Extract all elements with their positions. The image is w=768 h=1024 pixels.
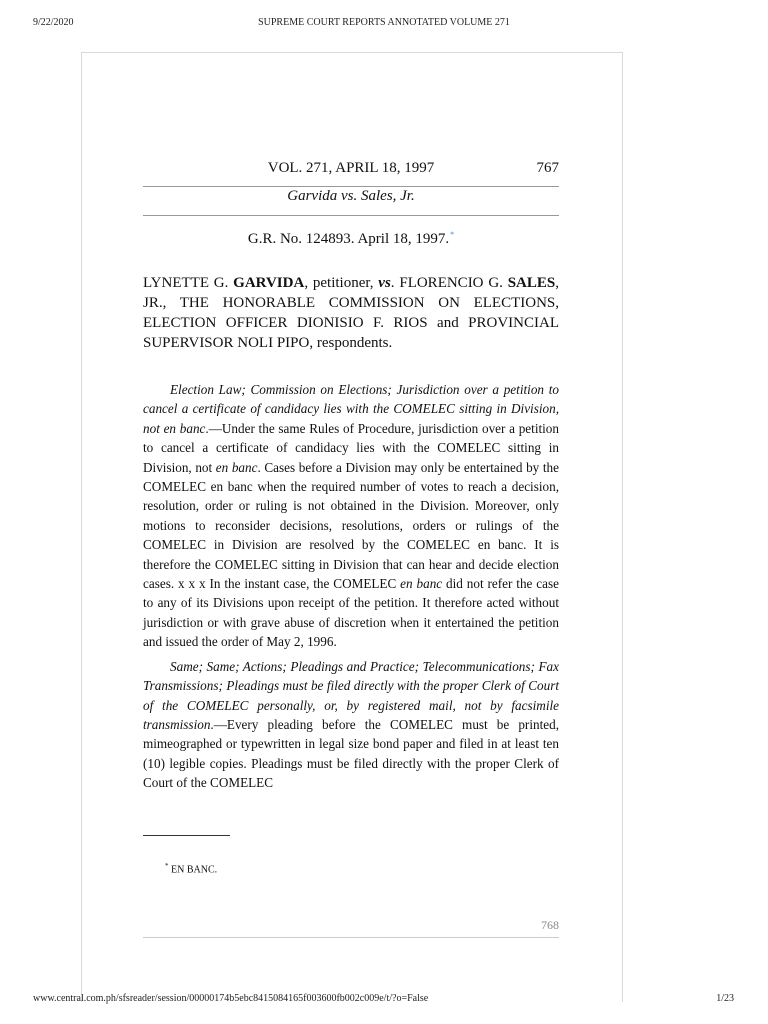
petitioner-surname: GARVIDA [233, 275, 305, 291]
syllabus-paragraph [143, 657, 559, 793]
print-title: SUPREME COURT REPORTS ANNOTATED VOLUME 271 [258, 17, 510, 28]
print-page-count: 1/23 [716, 993, 734, 1004]
parties [143, 273, 559, 353]
next-page-number: 768 [541, 918, 559, 932]
case-short-title: Garvida vs. Sales, Jr. [287, 188, 415, 204]
syllabus-topic: Same; Same; Actions; Pleadings and Practice; Telecommunications; Fax Transmissions; Pleadings must be filed directly with the proper Clerk of Court of the COMELEC personally, or, by registered mail, not by facsimile transmission [143, 658, 559, 732]
parties-text: , petitioner, [304, 275, 379, 291]
syllabus-text: . Cases before a Division may only be entertained by the COMELEC en banc when the required number of votes to reach a decision, resolution, order or ruling is not obtained in the Division. Moreover, only motions to reconsider decisions, resolutions, orders or rulings of the COMELEC in Division are resolved by the COMELEC en banc. It is therefore the COMELEC sitting in Division that can hear and decide election cases. x x x In the instant case, the COMELEC [143, 459, 559, 592]
syllabus-term: en banc [215, 459, 258, 475]
print-footer [0, 993, 768, 1007]
print-url: www.central.com.ph/sfsreader/session/00000174b5ebc8415084165f003600fb002c009e/t/?o=False [33, 993, 429, 1004]
docket-number: G.R. No. 124893. April 18, 1997. [247, 231, 450, 247]
docket-line [143, 230, 559, 248]
footnote-rule [143, 835, 230, 836]
footnote [165, 862, 465, 875]
syllabus-text: .—Every pleading before the COMELEC must be printed, mimeographed or typewritten in legal size bond paper and filed in at least ten (10) legible copies. Pleadings must be filed directly with the proper Clerk of Court of the COMELEC [143, 716, 559, 791]
docket-footnote-marker[interactable]: * [450, 230, 455, 239]
syllabus-term: en banc [400, 576, 443, 592]
header-rule-top [143, 186, 559, 187]
petitioner-name: LYNETTE G. [143, 275, 234, 291]
respondents-text: , JR., THE HONORABLE COMMISSION ON ELECTIONS, ELECTION OFFICER DIONISIO F. RIOS and PROVINCIAL SUPERVISOR NOLI PIPO, respondents. [143, 275, 559, 351]
header-rule-bottom [143, 215, 559, 216]
syllabus-text: .—Under the same Rules of Procedure, jurisdiction over a petition to cancel a certificate of candidacy lies with the COMELEC sitting in Division, not [143, 420, 559, 475]
volume-date: VOL. 271, APRIL 18, 1997 [267, 160, 435, 176]
print-date: 9/22/2020 [33, 17, 74, 28]
running-head [143, 160, 559, 182]
page-number: 767 [536, 160, 559, 176]
page-bottom-rule [143, 937, 559, 938]
respondent-name: . FLORENCIO G. [390, 275, 508, 291]
footnote-text: EN BANC. [168, 864, 218, 876]
footnote-marker: * [165, 862, 169, 870]
syllabus-text: did not refer the case to any of its Divisions upon receipt of the petition. It therefore acted without jurisdiction or with grave abuse of discretion when it entertained the petition and issued the order of May 2, 1996. [143, 576, 559, 650]
syllabus-topic: Election Law; Commission on Elections; Jurisdiction over a petition to cancel a certificate of candidacy lies with the COMELEC sitting in Division, not en banc [143, 382, 559, 436]
print-header [0, 17, 768, 31]
respondent-surname: SALES [507, 275, 556, 291]
syllabus [143, 380, 559, 798]
versus: vs [378, 275, 391, 291]
syllabus-paragraph [143, 380, 559, 652]
